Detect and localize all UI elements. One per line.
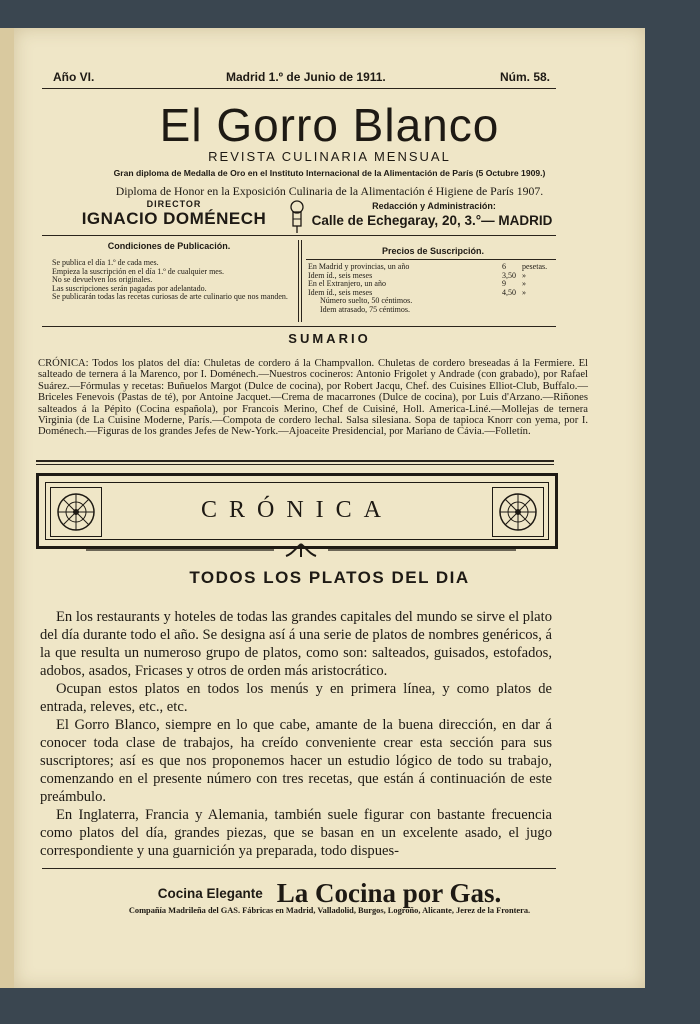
administration-label: Redacción y Administración: <box>372 201 496 211</box>
price-value: 4,50 <box>502 287 516 297</box>
sumario-bottom-divider-thin <box>36 464 554 465</box>
paragraph: El Gorro Blanco, siempre en lo que cabe, amante de la buena dirección, en dar á conocer toda clase de trabajos, ha creído conveniente crear esta sección para sus suscriptores; así es que nos proponemos hacer un estudio lógico de todo su trabajo, comenzando en el presente número con tres recetas, que están á continuación de este preámbulo. <box>40 717 552 805</box>
condition-line: No se devuelven los originales. <box>52 275 153 284</box>
prices-table <box>308 263 558 314</box>
single-issue-price: Número suelto, 50 céntimos. <box>320 296 413 305</box>
year-label: Año VI. <box>53 70 95 84</box>
paragraph: Ocupan estos platos en todos los menús y en primera línea, y como platos de entrada, releves, etc., etc. <box>40 681 552 715</box>
price-value: 9 <box>502 279 506 288</box>
magazine-title: El Gorro Blanco <box>159 99 500 151</box>
masthead-divider <box>42 235 556 236</box>
issue-date: Madrid 1.º de Junio de 1911. <box>226 70 386 84</box>
paragraph: En los restaurants y hoteles de todas las grandes capitales del mundo se sirve el plato del día durante todo el año. Se designa así á una serie de platos de nombres genéricos, á la que resulta un numeroso grupo de platos, como son: salteados, guisados, estofados, adobos, asados, Fricases y otros de orden más aristocrático. <box>40 609 552 679</box>
price-label: Idem íd., seis meses <box>308 270 373 280</box>
conditions-heading: Condiciones de Publicación. <box>107 241 231 251</box>
price-label: En Madrid y provincias, un año <box>308 262 410 271</box>
chef-hat-icon <box>290 200 304 234</box>
adjacent-page-edge <box>0 28 14 988</box>
price-unit: » <box>522 270 526 280</box>
price-label: En el Extranjero, un año <box>308 279 386 288</box>
sumario-top-divider <box>42 326 556 327</box>
prices-heading: Precios de Suscripción. <box>381 246 485 256</box>
cronica-title: CRÓNICA <box>200 497 393 523</box>
document-page <box>14 28 645 988</box>
award-line-2: Diploma de Honor en la Exposición Culinaria de la Alimentación é Higiene de París 1907. <box>115 184 544 198</box>
award-line-1: Gran diploma de Medalla de Oro en el Instituto Internacional de la Alimentación de París (5 Octubre 1909.) <box>113 168 546 178</box>
advert-divider <box>42 868 556 869</box>
back-issue-price: Idem atrasado, 75 céntimos. <box>320 304 410 314</box>
column-divider-b <box>301 240 302 322</box>
rosette-ornament-right-icon <box>492 487 544 537</box>
cronica-banner-inner <box>45 482 549 540</box>
cronica-banner <box>36 473 558 549</box>
price-unit: » <box>522 279 526 288</box>
condition-line: Se publicarán todas las recetas curiosas de arte culinario que nos manden. <box>52 292 288 301</box>
condition-line: Las suscripciones serán pagadas por adelantado. <box>52 283 207 293</box>
sumario-heading: SUMARIO <box>288 331 371 346</box>
director-label: DIRECTOR <box>146 199 202 209</box>
price-value: 6 <box>502 262 506 271</box>
sumario-text: CRÓNICA: Todos los platos del día: Chuletas de cordero á la Champvallon. Chuletas de cordero breseadas á la Fermiere. El salteado de ternera á la Marenco, por I. Doménech.—Nuestros cocineros: Antonio Frigolet y Andrade (con grabado), por Rafael Suárez.—Fórmulas y recetas: Buñuelos Margot (Dulce de cocina), por Robert Jacqu, Chef. des Cuisines Elliot-Club, Buffalo.—Briceles Fenevois (Pastas de té), por Antoine Jacquet.—Crema de macarrones (Dulce de cocina), por Luis d'Arzano.—Riñones salteados á la Pépito (Cocina española), por Francois Merino, Chef de Cuisiné, Holl. America-Liné.—Mollejas de ternera Virginia (de La Cuisine Moderne, París.—Compota de cordero lechal. Salsa silesiana. Sopa de tapioca Knorr con yema, por I. Doménech.—Figuras de los grandes Jefes de New-York.—Ajoaceite Presidencial, por Mariano de Cávia.—Folletín. <box>38 358 588 438</box>
price-label: Idem íd., seis meses <box>308 287 373 297</box>
rosette-ornament-left-icon <box>50 487 102 537</box>
advert-tagline: Cocina Elegante <box>157 886 263 901</box>
conditions-list <box>52 259 298 302</box>
article-body <box>40 608 552 860</box>
paragraph: En Inglaterra, Francia y Alemania, también suele figurar con bastante frecuencia como platos del día, grandes piezas, que se basan en un excelente asado, el jugo correspondiente y una guarnición ya preparada, todo dispues- <box>40 807 552 859</box>
header-divider <box>42 88 556 89</box>
administration-address: Calle de Echegaray, 20, 3.°— MADRID <box>311 213 553 228</box>
advert-headline: La Cocina por Gas. <box>276 878 502 908</box>
advert-footer: Compañía Madrileña del GAS. Fábricas en Madrid, Valladolid, Burgos, Logroño, Alicante, Jerez de la Frontera. <box>128 906 531 915</box>
column-divider-a <box>298 240 299 322</box>
magazine-subtitle: REVISTA CULINARIA MENSUAL <box>208 149 451 164</box>
price-unit: pesetas. <box>522 262 548 271</box>
article-title: TODOS LOS PLATOS DEL DIA <box>189 568 470 587</box>
director-name: IGNACIO DOMÉNECH <box>81 209 267 228</box>
condition-line: Empieza la suscripción en el día 1.º de cualquier mes. <box>52 266 224 276</box>
prices-divider <box>306 259 556 260</box>
price-unit: » <box>522 287 526 297</box>
price-value: 3,50 <box>502 270 516 280</box>
gas-advertisement <box>14 878 645 909</box>
fleuron-ornament-icon <box>86 542 516 558</box>
condition-line: Se publica el día 1.º de cada mes. <box>52 258 159 267</box>
sumario-bottom-divider <box>36 460 554 462</box>
issue-number: Núm. 58. <box>500 70 551 84</box>
